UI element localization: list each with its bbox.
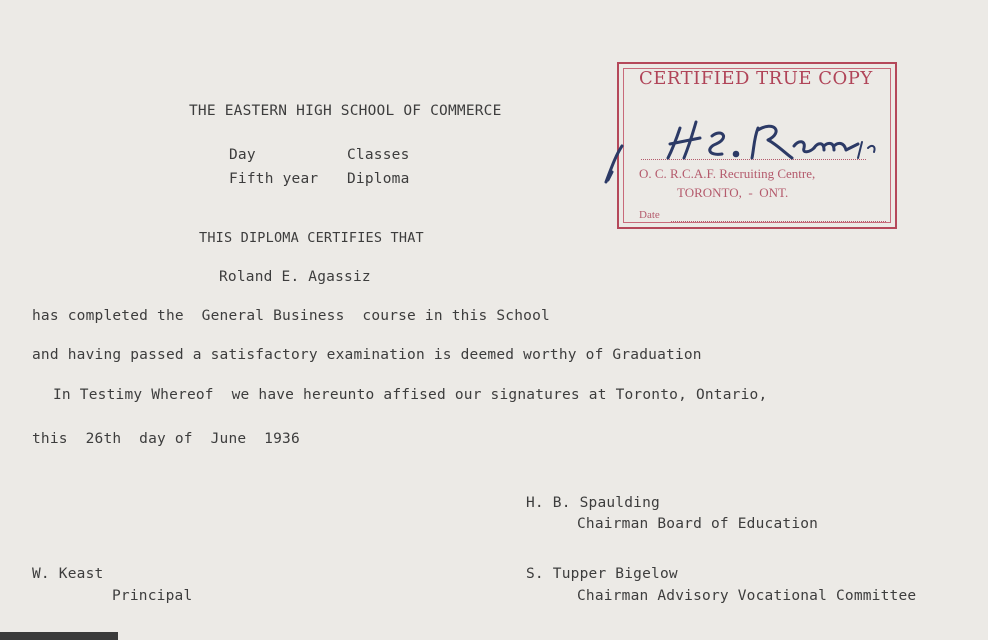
stamp-signature-line [641, 159, 866, 160]
certified-true-copy-stamp [617, 62, 897, 229]
stamp-city-line: TORONTO, - ONT. [677, 185, 789, 200]
chairman-board-title: Chairman Board of Education [577, 516, 819, 532]
exam-line: and having passed a satisfactory examination is deemed worthy of Graduation [32, 347, 702, 363]
testimony-line: In Testimy Whereof we have hereunto affised our signatures at Toronto, Ontario, [53, 387, 768, 403]
chairman-advisory-title: Chairman Advisory Vocational Committee [577, 588, 917, 604]
certifies-line: THIS DIPLOMA CERTIFIES THAT [199, 230, 424, 246]
stamp-title: CERTIFIED TRUE COPY [639, 68, 873, 89]
principal-title: Principal [112, 588, 193, 604]
program-diploma: Diploma [347, 171, 410, 187]
program-classes: Classes [347, 147, 410, 163]
school-name: THE EASTERN HIGH SCHOOL OF COMMERCE [189, 103, 502, 119]
scan-edge-strip [0, 632, 118, 640]
chairman-advisory-name: S. Tupper Bigelow [526, 566, 678, 582]
principal-name: W. Keast [32, 566, 104, 582]
program-day: Day [229, 147, 256, 163]
stamp-date-line [671, 221, 886, 222]
program-year: Fifth year [229, 171, 319, 187]
stamp-office-line: O. C. R.C.A.F. Recruiting Centre, [639, 166, 816, 181]
date-line: this 26th day of June 1936 [32, 431, 300, 447]
stamp-date-label: Date [639, 209, 660, 221]
course-line: has completed the General Business course in this School [32, 308, 550, 324]
graduate-name: Roland E. Agassiz [219, 269, 371, 285]
chairman-board-name: H. B. Spaulding [526, 495, 660, 511]
